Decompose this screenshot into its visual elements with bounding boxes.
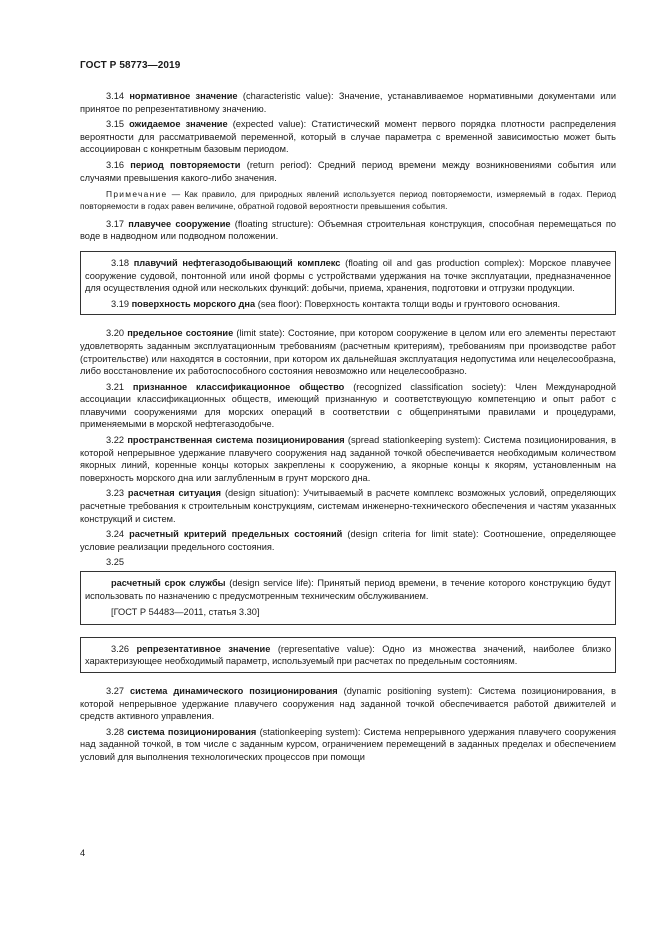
term-definition: (limit state): Состояние, при котором сооружение в целом или его элементы перестают удовлетворять заданным эксплуатационным требованиям (расчетным критериям), требованиям при производстве работ (строительстве) или находятся в состоянии, при котором их дальнейшая эксплуатация недопустима или нецелесообразна, либо восстановление их работоспособного состояния невозможно или нецелесообразно. [80, 328, 617, 377]
boxed-term-3-26 [80, 637, 616, 673]
term-definition: (design criteria for limit state): Соотношение, определяющее условие реализации предельного состояния. [80, 529, 617, 552]
term-3-22 [80, 434, 616, 484]
term-3-21 [80, 381, 616, 431]
term-definition: (expected value): Статистический момент первого порядка плотности распределения вероятности для рассматриваемой переменной, который в случае параметра с временной зависимостью может быть ассоциирован с конкретным базовым периодом. [80, 119, 616, 155]
term-3-27 [80, 685, 616, 723]
term-3-15 [80, 118, 616, 156]
term-3-24 [80, 528, 616, 553]
term-definition: (representative value): Одно из множества значений, наиболее близко характеризующее необходимый параметр, используемый при расчетах по предельным состояниям. [85, 643, 611, 667]
term-title: предельное состояние [127, 328, 234, 339]
term-number: 3.15 [106, 119, 125, 130]
term-definition: (recognized classification society): Член Международной ассоциации классификационных обществ, имеющий признанную и соответствующую компетенцию и опыт работ с плавучими сооружениями для морских операций в соответствии с общепринятыми правилами и процедурами, применяемыми в морской нефтегазодобыче. [80, 381, 616, 430]
term-title: пространственная система позиционирования [127, 435, 345, 446]
term-3-14 [80, 90, 616, 115]
term-number: 3.16 [106, 159, 125, 170]
term-number: 3.20 [106, 328, 125, 339]
term-number: 3.17 [106, 218, 125, 229]
term-3-19 [85, 298, 611, 311]
term-title: признанное классификационное общество [132, 381, 345, 392]
term-title: система динамического позиционирования [130, 685, 338, 696]
term-definition: (characteristic value): Значение, устанавливаемое нормативными документами или принятое по репрезентативному значению. [80, 91, 616, 114]
term-title: плавучий нефтегазодобывающий комплекс [133, 257, 341, 268]
term-number: 3.22 [106, 435, 125, 446]
term-3-17 [80, 218, 616, 243]
term-title: репрезентативное значение [136, 643, 271, 654]
term-title: расчетный срок службы [111, 578, 226, 588]
term-source-reference: [ГОСТ Р 54483—2011, статья 3.30] [111, 607, 260, 618]
term-definition: (floating structure): Объемная строительная конструкция, способная перемещаться по воде в надводном или подводном положении. [80, 218, 616, 242]
term-number: 3.27 [106, 685, 125, 696]
term-3-16 [80, 159, 616, 184]
term-title: система позиционирования [127, 726, 257, 737]
term-3-25-number: 3.25 [106, 557, 125, 568]
term-number: 3.28 [106, 726, 125, 737]
term-3-20 [80, 327, 616, 377]
term-3-18 [85, 257, 611, 295]
term-definition: (design service life): Принятый период времени, в течение которого конструкцию будут использовать по назначению с предусмотренным техническим обслуживанием. [85, 578, 611, 601]
term-number: 3.19 [111, 298, 130, 309]
term-title: период повторяемости [130, 159, 241, 170]
term-number: 3.26 [111, 643, 130, 654]
note-label: Примечание [106, 189, 168, 200]
term-number: 3.21 [106, 381, 125, 392]
term-title: поверхность морского дна [131, 298, 256, 309]
term-number: 3.18 [111, 257, 130, 268]
term-title: расчетный критерий предельных состояний [129, 529, 343, 540]
term-number: 3.14 [106, 91, 125, 101]
term-3-26 [85, 643, 611, 668]
term-definition: (sea floor): Поверхность контакта толщи воды и грунтового основания. [255, 298, 561, 309]
term-3-28 [80, 726, 616, 764]
term-definition: (floating oil and gas production complex): Морское плавучее сооружение судовой, понтонной или иной формы с устройствами удержания на точке эксплуатации, предназначенное для осуществления одной или нескольких функций: добычи, приема, хранения, подготовки и отгрузки продукции. [85, 257, 611, 294]
term-title: плавучее сооружение [128, 218, 231, 229]
term-definition: (stationkeeping system): Система непрерывного удержания плавучего сооружения над заданной точкой, в том числе с заданным курсом, ограничением перемещений в заданных пределах и обеспечением условий для выполнения технологических процессов при помощи [80, 726, 617, 762]
term-3-25 [85, 577, 611, 602]
term-3-23 [80, 487, 616, 525]
term-definition: (spread stationkeeping system): Система позиционирования, в которой непрерывное удержание плавучего сооружения над заданной точкой обеспечивается необходимым количеством якорных линий, коренные концы которых закреплены к сооружению, а якорные концы к якорям, установленным на поверхность морского дна или заглубленным в грунт морского дна. [80, 435, 616, 483]
note-3-16 [80, 189, 616, 213]
term-number: 3.24 [106, 529, 125, 540]
boxed-terms-3-18-3-19 [80, 251, 616, 315]
term-title: нормативное значение [129, 91, 238, 101]
term-definition: (dynamic positioning system): Система позиционирования, в которой непрерывное удержание плавучего сооружения над заданной точкой обеспечивается работой движителей и средств активного управления. [80, 685, 616, 722]
term-title: расчетная ситуация [127, 488, 222, 499]
page-number: 4 [80, 848, 86, 858]
note-text: — Как правило, для природных явлений используется период повторяемости, измеряемый в годах. Период повторяемости в годах равен величине, обратной годовой вероятности превышения события. [80, 189, 616, 211]
page-content [80, 90, 616, 767]
standard-designation: ГОСТ Р 58773—2019 [80, 60, 181, 71]
term-title: ожидаемое значение [129, 119, 228, 130]
term-definition: (return period): Средний период времени между возникновениями события или случаями превышения какого-либо значения. [80, 159, 616, 183]
term-definition: (design situation): Учитываемый в расчете комплекс возможных условий, определяющих расчетные требования к строительным конструкциям, системам инженерно-технического обеспечения и частям указанных конструкций и систем. [80, 488, 616, 524]
term-number: 3.23 [106, 488, 125, 499]
boxed-term-3-25 [80, 571, 616, 625]
